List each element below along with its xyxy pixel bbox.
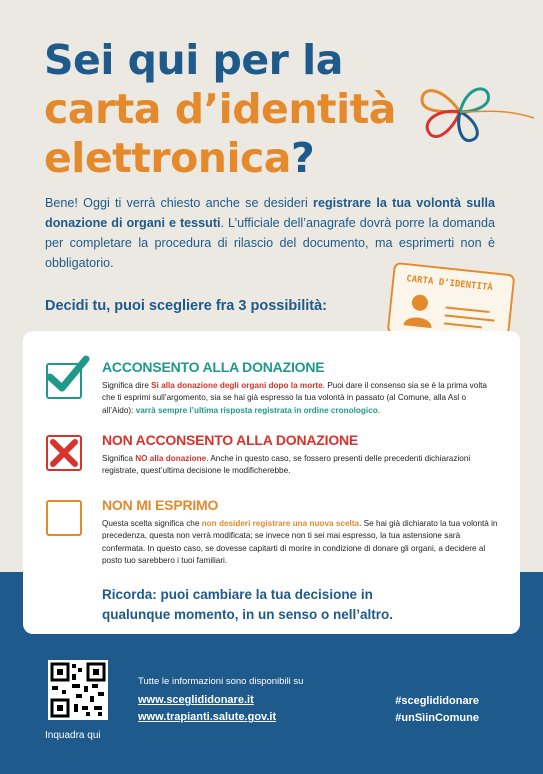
info-text: Tutte le informazioni sono disponibili su xyxy=(138,676,304,687)
option-abstain-text xyxy=(102,518,504,568)
remember-note: Ricorda: puoi cambiare la tua decisione in qualunque momento, in un senso o nell’altro. xyxy=(102,587,394,622)
title-line-1: Sei qui per la xyxy=(44,36,343,84)
no-consent-text-c: . Anche in questo caso, se fossero presenti delle precedenti dichiarazioni registrate, quest’ultima decisione le modificherebbe. xyxy=(102,454,471,476)
no-consent-text-b: NO alla donazione xyxy=(135,454,207,463)
qr-caption: Inquadra qui xyxy=(45,730,101,741)
intro-text-1: Bene! Oggi ti verrà chiesto anche se desideri xyxy=(45,196,314,210)
consent-text-d: varrà sempre l’ultima risposta registrata in ordine cronologico xyxy=(135,405,378,415)
checkmark-icon xyxy=(46,355,90,393)
intro-text-bold: registrare la tua volontà sulla donazione di organi e tessuti xyxy=(45,196,495,230)
id-card-label: CARTA D’IDENTITÀ xyxy=(405,274,494,294)
abstain-text-c: . Se hai già dichiarato la tua volontà in precedenza, questa non verrà modificata; se invece non ti sei mai espresso, la tua astensione sarà confermata. In questo caso, se dovesse capitarti di morire in condizione di donare gli organi, a decidere al posto tuo sarebbero i tuoi familiari. xyxy=(102,519,498,566)
consent-checkbox xyxy=(46,363,82,399)
option-no-consent-title: NON ACCONSENTO ALLA DONAZIONE xyxy=(102,432,359,448)
title-line-2: carta d’identità xyxy=(44,85,396,133)
link-sceglididonare[interactable]: www.sceglididonare.it xyxy=(138,694,254,706)
title-line-3: elettronica xyxy=(44,134,291,182)
abstain-text-b: non desideri registrare una nuova scelta xyxy=(201,519,360,528)
choices-heading: Decidi tu, puoi scegliere fra 3 possibilità: xyxy=(45,298,328,314)
intro-paragraph xyxy=(45,193,495,273)
no-consent-text-a: Significa xyxy=(102,454,136,463)
cross-icon xyxy=(48,437,80,469)
abstain-text-a: Questa scelta significa che xyxy=(102,519,202,528)
option-abstain-title: NON MI ESPRIMO xyxy=(102,497,219,513)
hashtag-unsiincomune: #unSìinComune xyxy=(395,712,479,724)
consent-text-c: . Puoi dare il consenso sia se è la prima volta che ti esprimi sull’argomento, sia se hai già espresso la tua volontà in passato (al Comune, alla Asl o all’Aido): xyxy=(102,381,487,415)
consent-text-e: . xyxy=(377,405,381,415)
option-consent-title: ACCONSENTO ALLA DONAZIONE xyxy=(102,359,325,375)
page-title xyxy=(44,36,396,183)
ribbon-bow-logo-icon xyxy=(412,78,537,146)
title-question-mark: ? xyxy=(290,134,315,182)
option-consent-text xyxy=(102,380,497,417)
qr-code[interactable] xyxy=(48,660,108,720)
empty-box-icon xyxy=(46,500,82,536)
hashtag-sceglididonare: #sceglididonare xyxy=(395,695,479,707)
option-no-consent-text xyxy=(102,453,497,478)
no-consent-checkbox xyxy=(46,435,82,471)
intro-text-2: . L’ufficiale dell’anagrafe dovrà porre la domanda per completare la procedura di rilascio del documento, ma esprimerti non è obbligatorio. xyxy=(45,216,495,270)
link-trapianti[interactable]: www.trapianti.salute.gov.it xyxy=(138,711,277,723)
consent-text-a: Significa dire xyxy=(102,381,152,390)
consent-text-b: Sì alla donazione degli organi dopo la morte xyxy=(151,381,323,390)
qr-code-icon xyxy=(48,660,108,720)
